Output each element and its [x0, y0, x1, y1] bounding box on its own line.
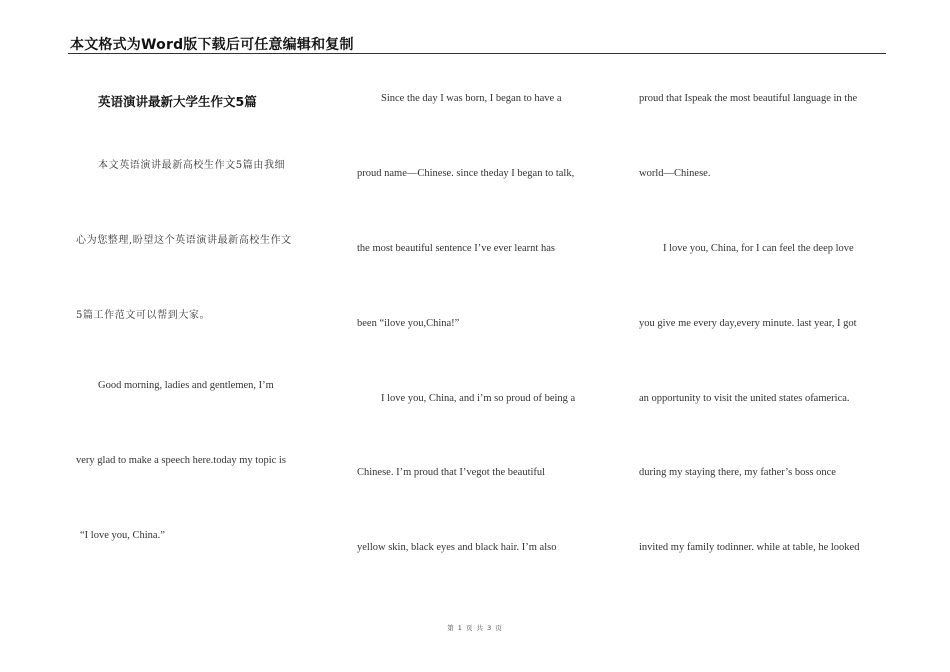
- paragraph-line: you give me every day,every minute. last year, I got: [639, 318, 857, 329]
- paragraph-line: Chinese. I’m proud that I’vegot the beautiful: [357, 467, 546, 478]
- paragraph-line: Since the day I was born, I began to have a: [381, 93, 562, 104]
- paragraph-line: during my staying there, my father’s boss once: [639, 467, 836, 478]
- paragraph-line: I love you, China, and i’m so proud of being a: [381, 393, 576, 404]
- paragraph-line: Good morning, ladies and gentlemen, I’m: [98, 380, 274, 391]
- document-title: 英语演讲最新大学生作文5篇: [98, 94, 257, 109]
- paragraph-line: “I love you, China.”: [80, 530, 165, 541]
- paragraph-line: 本文英语演讲最新高校生作文5篇由我细: [98, 160, 286, 171]
- paragraph-line: an opportunity to visit the united states ofamerica.: [639, 393, 850, 404]
- paragraph-line: proud name—Chinese. since theday I began to talk,: [357, 168, 575, 179]
- paragraph-line: invited my family todinner. while at table, he looked: [639, 542, 860, 553]
- page-indicator: 第 1 页 共 3 页: [447, 624, 503, 632]
- paragraph-line: proud that Ispeak the most beautiful language in the: [639, 93, 858, 104]
- document-header-title: 本文格式为Word版下载后可任意编辑和复制: [70, 37, 354, 53]
- paragraph-line: the most beautiful sentence I’ve ever learnt has: [357, 243, 555, 254]
- paragraph-line: very glad to make a speech here.today my topic is: [76, 455, 286, 466]
- header-divider: [68, 53, 886, 54]
- paragraph-line: yellow skin, black eyes and black hair. I’m also: [357, 542, 557, 553]
- paragraph-line: I love you, China, for I can feel the deep love: [663, 243, 854, 254]
- paragraph-line: 心为您整理,盼望这个英语演讲最新高校生作文: [76, 235, 292, 246]
- paragraph-line: 5篇工作范文可以帮到大家。: [76, 310, 211, 321]
- paragraph-line: world—Chinese.: [639, 168, 711, 179]
- paragraph-line: been “ilove you,China!”: [357, 318, 460, 329]
